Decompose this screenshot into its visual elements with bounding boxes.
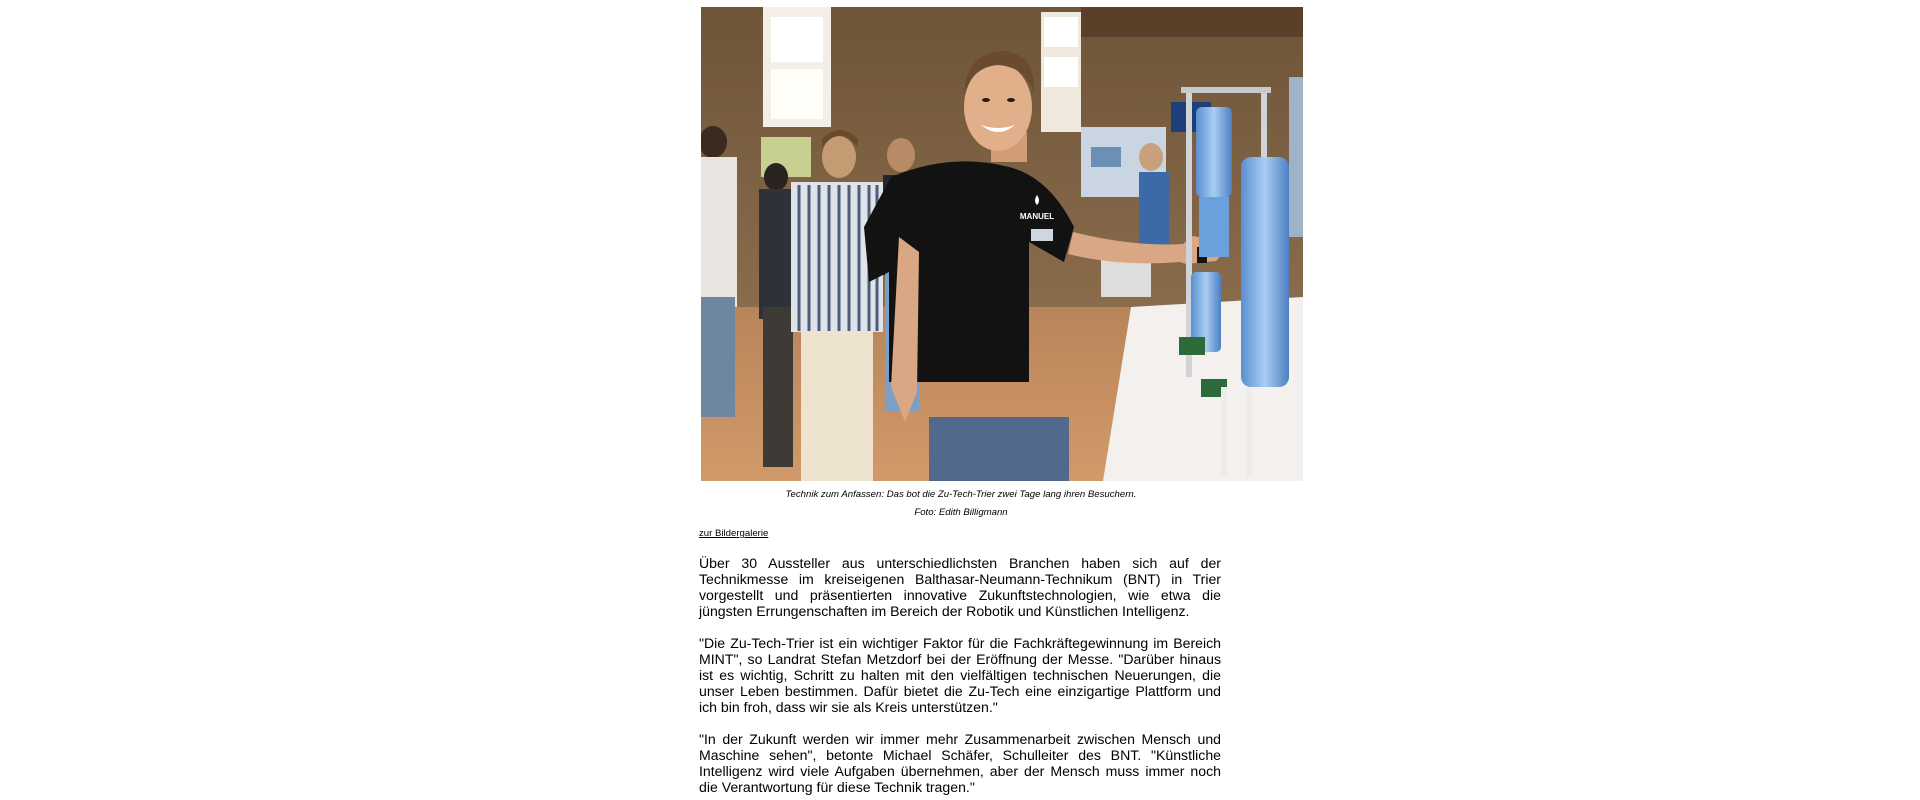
gallery-link[interactable]: zur Bildergalerie	[699, 528, 769, 539]
article-paragraph: Über 30 Aussteller aus unterschiedlichsten Branchen haben sich auf der Technikmesse im kreiseigenen Balthasar-Neumann-Technikum (BNT) in Trier vorgestellt und präsentierten innovative Zukunftstechnologien, wie etwa die jüngsten Errungenschaften im Bereich der Robotik und Künstlichen Intelligenz.	[699, 555, 1221, 619]
photo-caption: Technik zum Anfassen: Das bot die Zu-Tech-Trier zwei Tage lang ihren Besuchern.	[785, 489, 1137, 500]
photo-illustration	[701, 7, 1303, 481]
shirt-print: MANUEL	[1019, 212, 1055, 221]
article-paragraph: "In der Zukunft werden wir immer mehr Zusammenarbeit zwischen Mensch und Maschine sehen", betonte Michael Schäfer, Schulleiter des BNT. "Künstliche Intelligenz wird viele Aufgaben übernehmen, aber der Mensch muss immer noch die Verantwortung für diese Technik tragen."	[699, 731, 1221, 795]
photo-credit: Foto: Edith Billigmann	[914, 507, 1008, 518]
article-photo[interactable]	[701, 7, 1303, 481]
article-paragraph: "Die Zu-Tech-Trier ist ein wichtiger Faktor für die Fachkräftegewinnung im Bereich MINT", so Landrat Stefan Metzdorf bei der Eröffnung der Messe. "Darüber hinaus ist es wichtig, Schritt zu halten mit den vielfältigen technischen Neuerungen, die unser Leben bestimmen. Dafür bietet die Zu-Tech eine einzigartige Plattform und ich bin froh, dass wir sie als Kreis unterstützen."	[699, 635, 1221, 715]
article-body	[699, 555, 1221, 800]
